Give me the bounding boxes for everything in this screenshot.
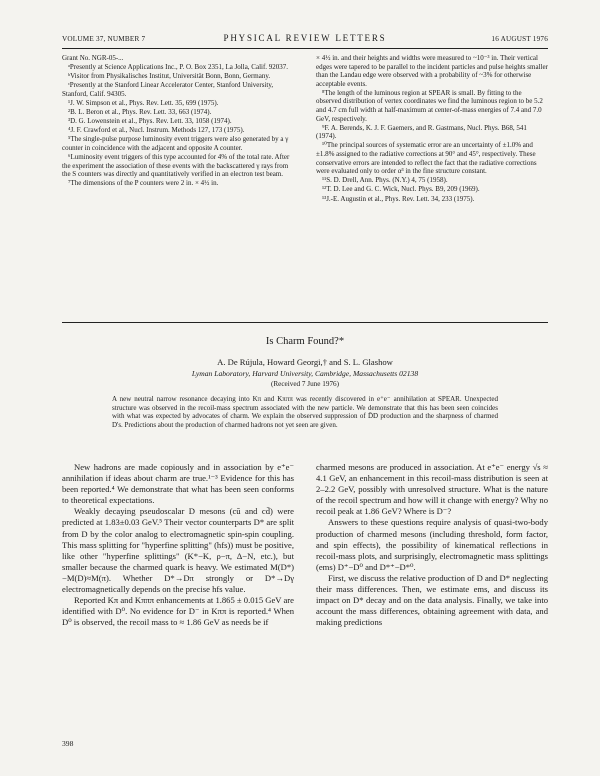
footnote: × 4½ in. and their heights and widths were measured to ~10⁻³ in. Their vertical edges were tapered to be parallel to the incident particles and pulse heights smaller than the Landau edge were observed with a probability of ~3% for otherwise acceptable events.	[316, 54, 548, 88]
footnote: ¹J. W. Simpson et al., Phys. Rev. Lett. 35, 699 (1975).	[68, 98, 219, 107]
article-authors: A. De Rújula, Howard Georgi,† and S. L. Glashow	[217, 357, 393, 367]
running-header	[62, 33, 548, 47]
body-paragraph: Reported Kπ and Kπππ enhancements at 1.865 ± 0.015 GeV are identified with D⁰. No evidence for D⁻ in Kππ is reported.⁴ When D⁰ is observed, the recoil mass to ≈ 1.86 GeV as needs be if	[62, 595, 294, 628]
footnote: ⁴J. F. Crawford et al., Nucl. Instrum. Methods 127, 173 (1975).	[68, 126, 245, 135]
body-right-column	[316, 462, 548, 628]
author-affiliation: Lyman Laboratory, Harvard University, Cambridge, Massachusetts 02138	[191, 369, 419, 378]
section-divider	[62, 322, 548, 323]
body-left-column	[62, 462, 294, 628]
footnote: ᶜPresently at the Stanford Linear Accelerator Center, Stanford University, Stanford, Calif. 94305.	[62, 81, 274, 98]
body-paragraph: charmed mesons are produced in association. At e⁺e⁻ energy √s ≈ 4.1 GeV, an enhancement in this recoil-mass distribution is seen at 2–2.2 GeV, possibly with unresolved structure. What is the nature of the recoil spectrum and how will it change with energy? Why no recoil peak at 1.86 GeV? Where is D⁻?	[316, 462, 548, 517]
footnote: Grant No. NGR-05-...	[62, 54, 124, 62]
footnotes-left-column	[62, 54, 294, 188]
article-abstract: A new neutral narrow resonance decaying into Kπ and Kπππ was recently discovered in e⁺e⁻ annihilation at SPEAR. Unexpected structure was observed in the recoil-mass spectrum associated with the new particle. We demonstrate that this has been seen coincides with what was expected by advocates of charm. We explain the observed suppression of D̄D production and the sharpness of charmed D's. Predictions about the production of charmed hadrons not yet seen are given.	[112, 395, 498, 429]
body-paragraph: First, we discuss the relative production of D and D* neglecting their mass differences. Then, we estimate ems, and discuss its impact on D* decay and on the data analysis. Finally, we take into account the mass differences, obtaining agreement with data, and making predictions	[316, 572, 548, 628]
footnotes-right-column	[316, 54, 548, 204]
footnote: ¹¹S. D. Drell, Ann. Phys. (N.Y.) 4, 75 (1958).	[322, 176, 448, 185]
body-paragraph: New hadrons are made copiously and in association by e⁺e⁻ annihilation if ideas about charm are true.¹⁻³ Evidence for this has been reported.⁴ We demonstrate that what has been seen conforms to theoretical expectations.	[62, 462, 294, 506]
volume-number: VOLUME 37, NUMBER 7	[62, 35, 146, 43]
footnote: ²B. L. Beron et al., Phys. Rev. Lett. 33, 663 (1974).	[68, 108, 212, 117]
footnote: ⁹F. A. Berends, K. J. F. Gaemers, and R. Gastmans, Nucl. Phys. B68, 541 (1974).	[316, 123, 527, 141]
issue-date: 16 AUGUST 1976	[491, 35, 548, 43]
footnote: ⁶Luminosity event triggers of this type accounted for 4% of the total rate. After the experiment the association of these events with the backscattered γ rays from the S counters was directly and quantitatively verified in an electron test beam.	[62, 153, 290, 179]
footnote: ᵇVisitor from Physikalisches Institut, Universität Bonn, Bonn, Germany.	[68, 72, 271, 81]
header-rule	[62, 48, 548, 49]
footnote: ⁵The single-pulse purpose luminosity event triggers were also generated by a γ counter in coincidence with the adjacent and opposite A counter.	[62, 135, 289, 152]
footnote: ³D. G. Lowenstein et al., Phys. Rev. Lett. 33, 1058 (1974).	[68, 117, 232, 126]
footnote: ⁷The dimensions of the P counters were 2 in. × 4½ in.	[68, 179, 219, 188]
body-paragraph: Answers to these questions require analysis of quasi-two-body production of charmed mesons (including threshold, form factor, and spin effects), the possibility of kinematical reflections in recoil-mass plots, and surprisingly, electromagnetic mass splittings (ems) D⁺−D⁰ and D*⁺−D*⁰.	[316, 517, 548, 572]
footnote: ⁸The length of the luminous region at SPEAR is small. By fitting to the observed distribution of vertex coordinates we find the luminous region to be 5.2 and 4.7 cm full width at half-maximum at center-of-mass energies of 7.4 and 7.0 GeV, respectively.	[316, 88, 543, 123]
article-title: Is Charm Found?*	[265, 336, 345, 347]
body-paragraph: Weakly decaying pseudoscalar D mesons (cū and cd̄) were predicted at 1.83±0.03 GeV.⁵ Their vector counterparts D* are split from D by the color analog to electromagnetic spin-spin coupling. This mass splitting for "hyperfine splitting" (hfs)) must be positive, like other "hyperfine splittings" (K*−K, ρ−π, Δ−N, etc.), but smaller because the charmed quark is heavy. We estimated M(D*)−M(D)≈M(π). Whether D*→Dπ strongly or D*→Dγ electromagnetically depends on the precise hfs value.	[62, 506, 294, 595]
footnote: ¹⁰The principal sources of systematic error are an uncertainty of ±1.0% and ±1.8% assigned to the radiative corrections at 90° and 45°, respectively. These conservative errors are intended to reflect the fact that the radiative corrections were evaluated only to order α³ in the fine structure constant.	[316, 141, 537, 176]
page-number: 398	[62, 739, 74, 748]
received-date: (Received 7 June 1976)	[270, 380, 340, 388]
journal-title: PHYSICAL REVIEW LETTERS	[223, 33, 387, 43]
footnote: ¹³J.-E. Augustin et al., Phys. Rev. Lett. 34, 233 (1975).	[322, 194, 475, 203]
footnote: ¹²T. D. Lee and G. C. Wick, Nucl. Phys. B9, 209 (1969).	[322, 185, 480, 194]
footnote: ᵃPresently at Science Applications Inc., P. O. Box 2351, La Jolla, Calif. 92037.	[68, 63, 289, 72]
